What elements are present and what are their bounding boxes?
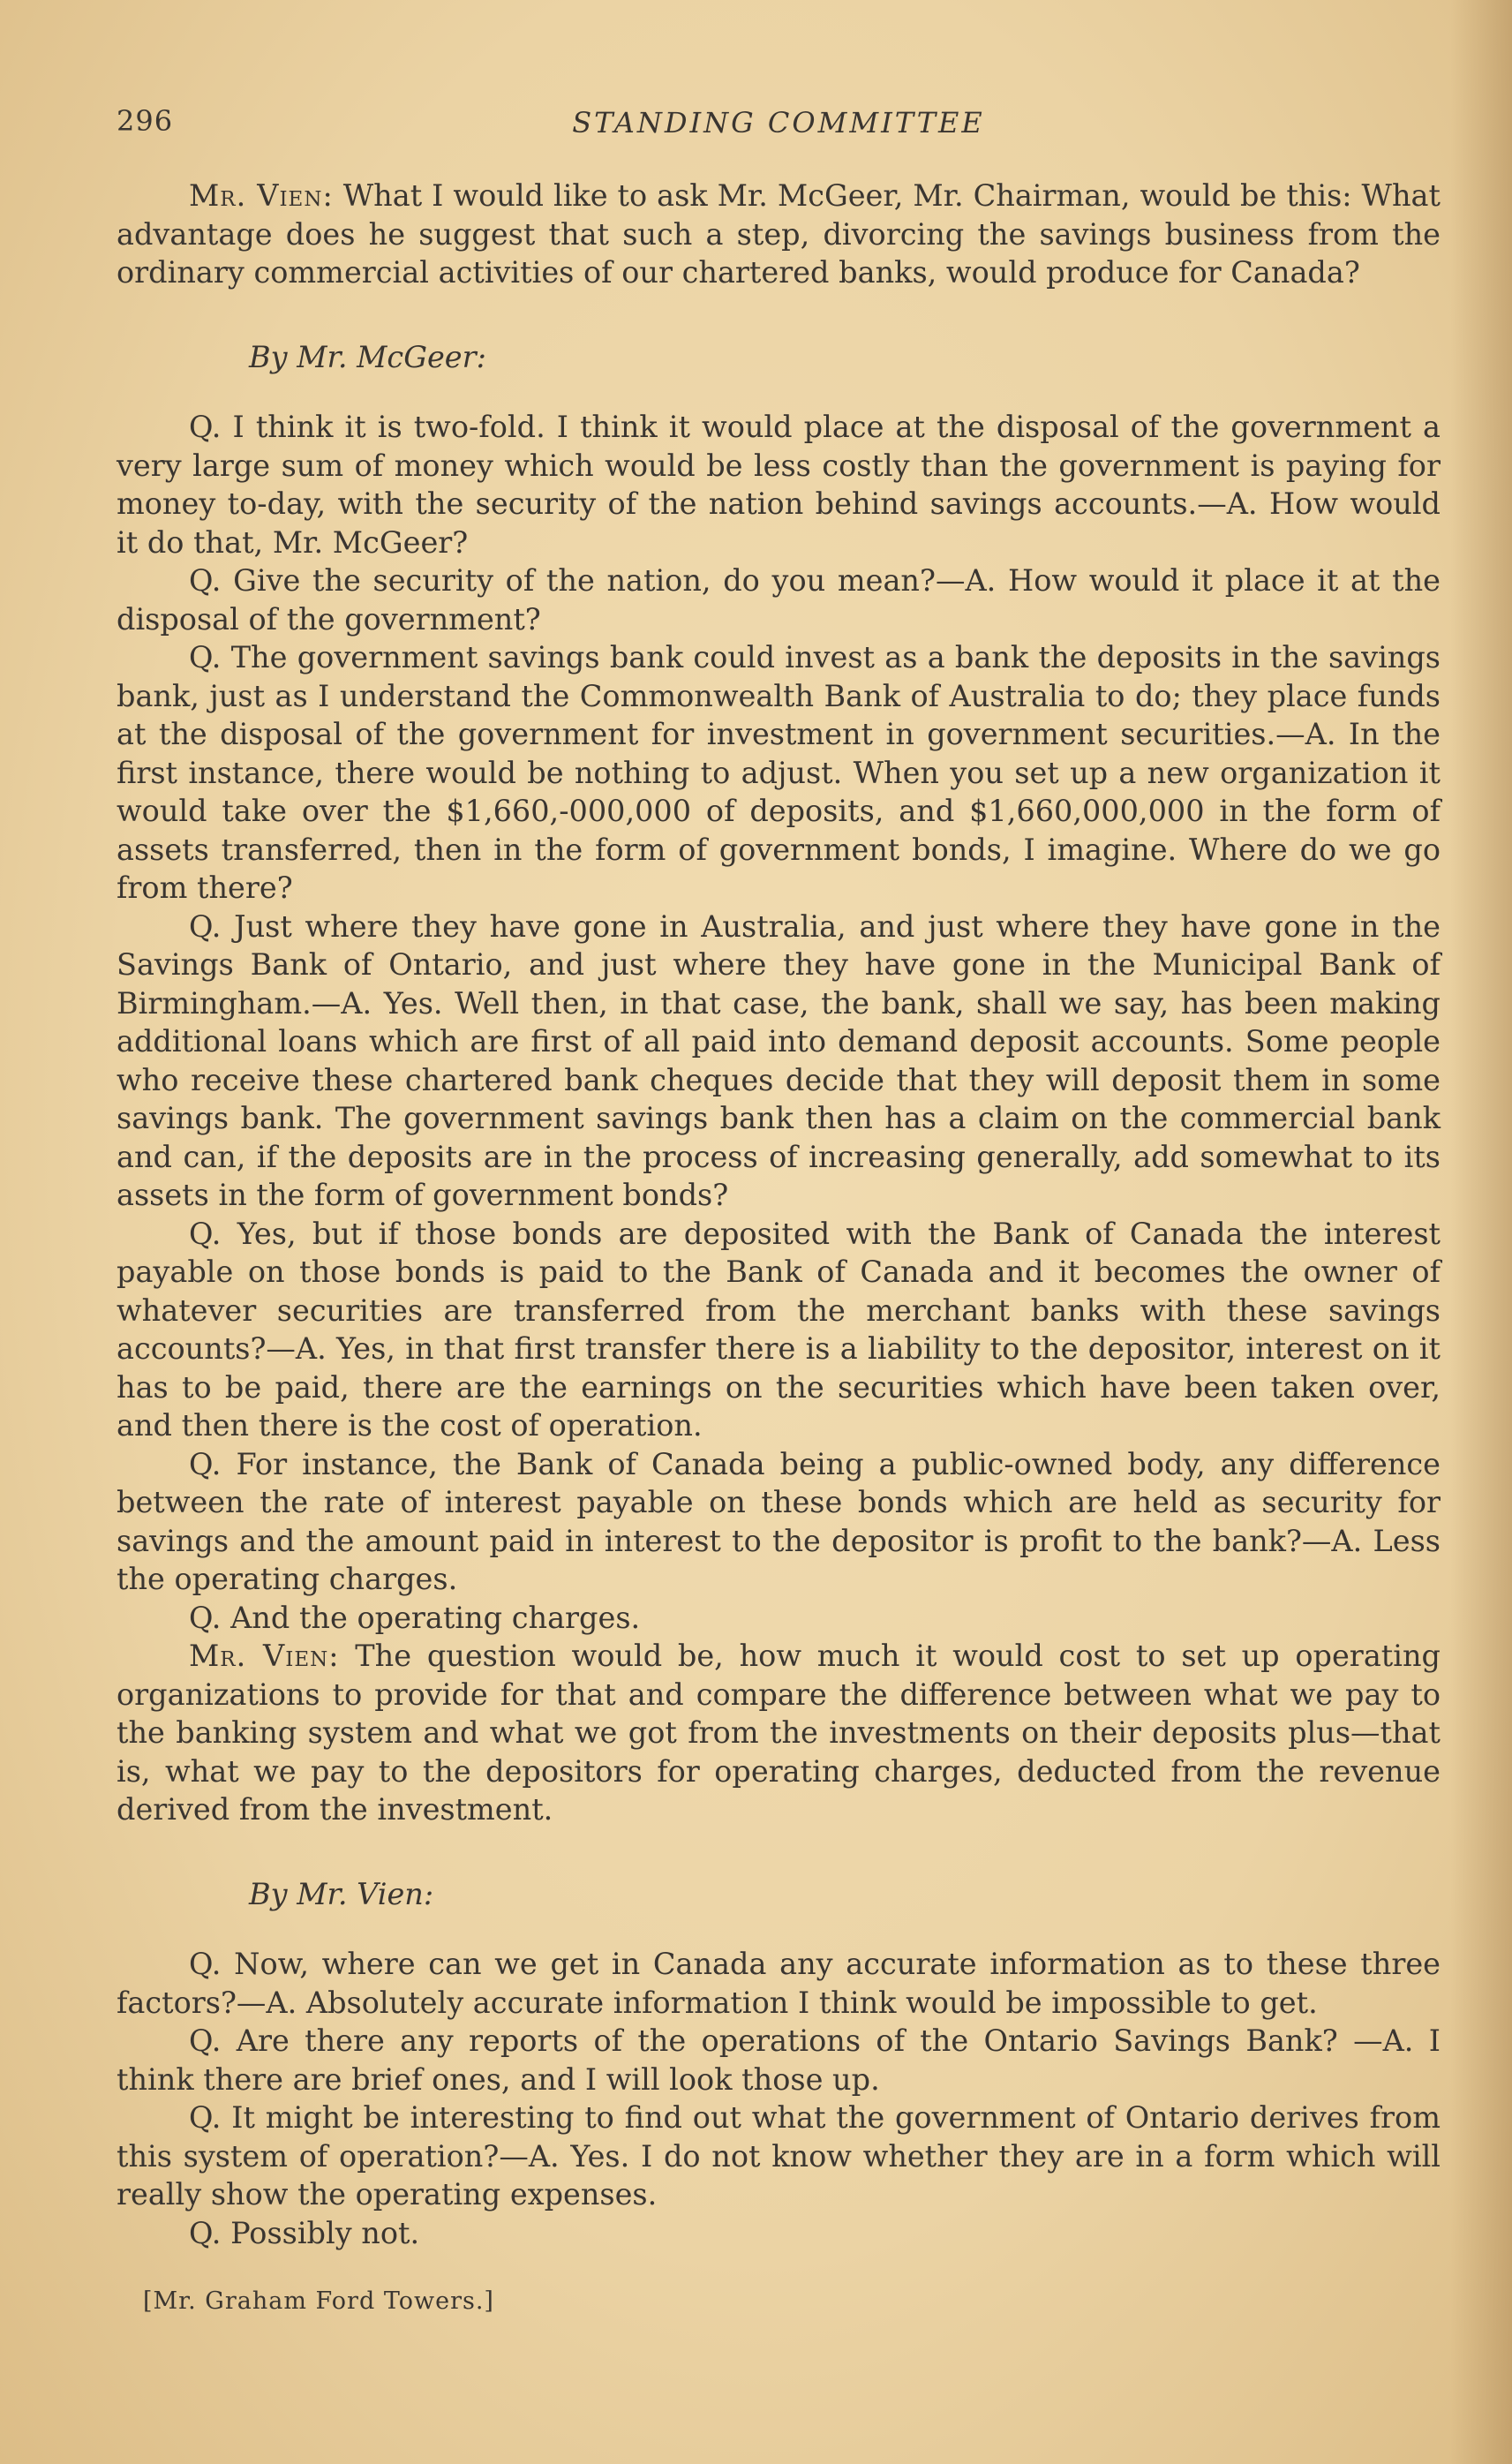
paragraph: Q. Now, where can we get in Canada any accurate information as to these three factors?—A. Absolutely accurate information I think would be impossible to get. — [117, 1947, 1441, 2020]
paragraph — [117, 177, 1441, 292]
paragraph: Q. Give the security of the nation, do you mean?—A. How would it place it at the disposal of the government? — [117, 563, 1441, 637]
section-heading: By Mr. McGeer: — [249, 339, 486, 374]
running-head: STANDING COMMITTEE — [572, 106, 985, 139]
paragraph-text: The question would be, how much it would cost to set up operating organizations to provide for that and compare the difference between what we pay to the banking system and what we got from the investments on their deposits plus—that is, what we pay to the depositors for operating charges, deducted from the revenue derived from the investment. — [117, 1639, 1441, 1827]
paragraph: Q. Possibly not. — [189, 2215, 420, 2250]
paragraph — [117, 1637, 1441, 1829]
page-body — [117, 177, 1441, 2321]
section-heading: By Mr. Vien: — [249, 1876, 434, 1911]
witness-footer: [Mr. Graham Ford Towers.] — [143, 2287, 494, 2315]
paragraph-text: What I would like to ask Mr. McGeer, Mr. Chairman, would be this: What advantage does he suggest that such a step, divorcing the savings business from the ordinary commercial activities of our chartered banks, would produce for Canada? — [117, 178, 1441, 290]
paragraph: Q. The government savings bank could invest as a bank the deposits in the savings bank, just as I understand the Commonwealth Bank of Australia to do; they place funds at the disposal of the government for investment in government securities.—A. In the first instance, there would be nothing to adjust. When you set up a new organization it would take over the $1,660,-000,000 of deposits, and $1,660,000,000 in the form of assets transferred, then in the form of government bonds, I imagine. Where do we go from there? — [117, 640, 1441, 905]
speaker-label: Mr. Vien: — [189, 178, 334, 213]
paragraph: Q. And the operating charges. — [189, 1600, 641, 1635]
page-header — [117, 104, 1441, 148]
paragraph: Q. I think it is two-fold. I think it would place at the disposal of the government a very large sum of money which would be less costly than the government is paying for money to-day, with the security of the nation behind savings accounts.—A. How would it do that, Mr. McGeer? — [117, 410, 1441, 560]
paragraph: Q. It might be interesting to find out what the government of Ontario derives from this system of operation?—A. Yes. I do not know whether they are in a form which will really show the operating expenses. — [117, 2100, 1441, 2212]
paragraph: Q. Are there any reports of the operations of the Ontario Savings Bank? —A. I think there are brief ones, and I will look those up. — [117, 2023, 1441, 2097]
paragraph: Q. Yes, but if those bonds are deposited with the Bank of Canada the interest payable on those bonds is paid to the Bank of Canada and it becomes the owner of whatever securities are transferred from the merchant banks with these savings accounts?—A. Yes, in that first transfer there is a liability to the depositor, interest on it has to be paid, there are the earnings on the securities which have been taken over, and then there is the cost of operation. — [117, 1216, 1441, 1443]
page-number: 296 — [117, 104, 174, 138]
paragraph: Q. For instance, the Bank of Canada being a public-owned body, any difference between the rate of interest payable on these bonds which are held as security for savings and the amount paid in interest to the depositor is profit to the bank?—A. Less the operating charges. — [117, 1446, 1441, 1596]
paragraph: Q. Just where they have gone in Australia, and just where they have gone in the Savings Bank of Ontario, and just where they have gone in the Municipal Bank of Birmingham.—A. Yes. Well then, in that case, the bank, shall we say, has been making additional loans which are first of all paid into demand deposit accounts. Some people who receive these chartered bank cheques decide that they will deposit them in some savings bank. The government savings bank then has a claim on the commercial bank and can, if the deposits are in the process of increasing generally, add somewhat to its assets in the form of government bonds? — [117, 908, 1441, 1212]
speaker-label: Mr. Vien: — [189, 1639, 340, 1673]
